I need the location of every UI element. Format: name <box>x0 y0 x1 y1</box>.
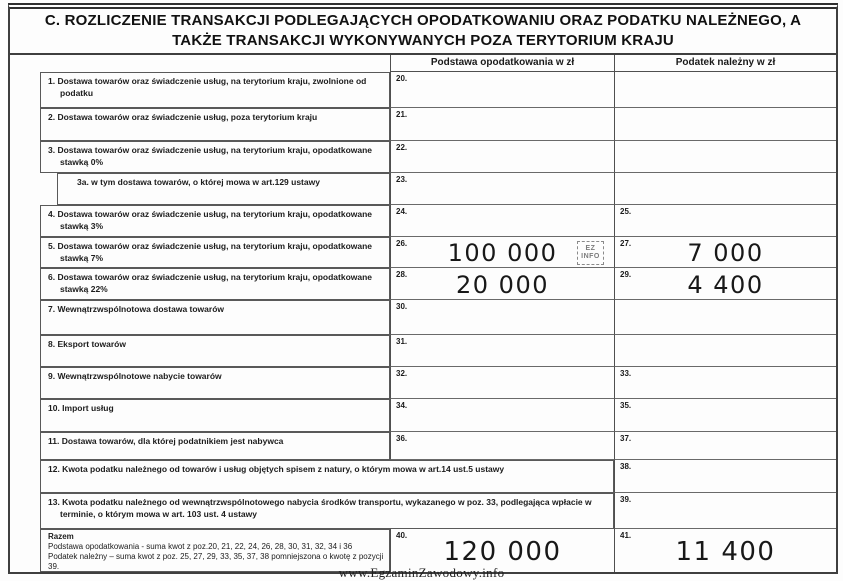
table-row <box>10 367 836 399</box>
form-rows <box>10 72 836 529</box>
form-frame <box>8 3 838 574</box>
row-label-text: 3a. w tym dostawa towarów, o której mowa w art.129 ustawy <box>77 177 320 187</box>
box-number: 31. <box>396 337 408 346</box>
row-label <box>40 237 390 268</box>
box-number: 37. <box>620 434 632 443</box>
tax-cell <box>614 300 836 335</box>
stamp-line: EZ <box>585 245 596 253</box>
base-cell <box>390 237 614 268</box>
box-number: 26. <box>396 239 408 248</box>
row-label <box>40 268 390 300</box>
table-row <box>10 108 836 141</box>
tax-cell <box>614 432 836 460</box>
stamp-line: INFO <box>581 253 600 260</box>
row-label-text: 12. Kwota podatku należnego od towarów i usług objętych spisem z natury, o którym mowa w art.14 ust.5 ustawy <box>48 464 505 474</box>
base-value: 100 000 <box>447 239 558 267</box>
table-row <box>10 237 836 268</box>
row-label <box>57 173 390 205</box>
tax-value: 7 000 <box>687 239 764 267</box>
column-header-row <box>10 55 836 72</box>
box-number: 23. <box>396 175 408 184</box>
table-row <box>10 335 836 367</box>
row-label-text: 3. Dostawa towarów oraz świadczenie usług, na terytorium kraju, opodatkowane stawką 0% <box>48 145 373 167</box>
base-cell <box>390 108 614 141</box>
row-left-gap <box>10 108 40 141</box>
column-header-spacer <box>10 55 390 72</box>
table-row <box>10 72 836 108</box>
row-left-gap <box>10 432 40 460</box>
tax-cell <box>614 367 836 399</box>
box-number: 30. <box>396 302 408 311</box>
row-label <box>40 335 390 367</box>
row-label-text: 7. Wewnątrzwspólnotowa dostawa towarów <box>48 304 225 314</box>
row-left-gap <box>10 173 57 205</box>
base-cell <box>390 300 614 335</box>
tax-cell <box>614 237 836 268</box>
watermark-url: www.EgzaminZawodowy.info <box>338 565 505 580</box>
row-label <box>40 460 614 493</box>
row-label-text: 8. Eksport towarów <box>48 339 126 349</box>
base-cell <box>390 432 614 460</box>
table-row <box>10 141 836 173</box>
total-base-note: Podstawa opodatkowania - suma kwot z poz.20, 21, 22, 24, 26, 28, 30, 31, 32, 34 i 36 <box>48 542 353 551</box>
row-label-text: 11. Dostawa towarów, dla której podatnikiem jest nabywca <box>48 436 284 446</box>
row-label-text: 2. Dostawa towarów oraz świadczenie usług, poza terytorium kraju <box>48 112 318 122</box>
box-number: 27. <box>620 239 632 248</box>
row-label-text: 4. Dostawa towarów oraz świadczenie usług, na terytorium kraju, opodatkowane stawką 3% <box>48 209 373 231</box>
base-cell <box>390 335 614 367</box>
tax-cell <box>614 268 836 300</box>
box-number: 34. <box>396 401 408 410</box>
row-label-text: 9. Wewnątrzwspólnotowe nabycie towarów <box>48 371 222 381</box>
row-left-gap <box>10 335 40 367</box>
table-row <box>10 300 836 335</box>
base-cell <box>390 173 614 205</box>
column-header-base: Podstawa opodatkowania w zł <box>390 55 614 72</box>
box-number: 28. <box>396 270 408 279</box>
table-row <box>10 432 836 460</box>
row-label <box>40 108 390 141</box>
row-left-gap <box>10 367 40 399</box>
row-label <box>40 399 390 432</box>
table-row <box>10 399 836 432</box>
tax-cell <box>614 493 836 529</box>
row-left-gap <box>10 268 40 300</box>
total-title: Razem <box>48 532 74 541</box>
tax-cell <box>614 460 836 493</box>
row-label-text: 13. Kwota podatku należnego od wewnątrzwspólnotowego nabycia środków transportu, wykazanego w poz. 33, podlegająca wpłacie w terminie, o którym mowa w art. 103 ust. 4 ustawy <box>48 497 592 519</box>
box-number: 39. <box>620 495 632 504</box>
tax-cell <box>614 399 836 432</box>
box-number: 29. <box>620 270 632 279</box>
table-row <box>10 268 836 300</box>
section-header <box>10 9 836 55</box>
tax-cell <box>614 205 836 237</box>
row-left-gap <box>10 141 40 173</box>
column-header-tax: Podatek należny w zł <box>614 55 836 72</box>
table-row <box>10 205 836 237</box>
row-label-text: 10. Import usług <box>48 403 114 413</box>
box-number: 40. <box>396 531 408 540</box>
base-cell <box>390 268 614 300</box>
row-left-gap <box>10 399 40 432</box>
row-label <box>40 493 614 529</box>
row-left-gap <box>10 237 40 268</box>
base-cell <box>390 399 614 432</box>
row-left-gap <box>10 300 40 335</box>
base-cell <box>390 205 614 237</box>
total-base-value: 120 000 <box>443 536 562 567</box>
box-number: 20. <box>396 74 408 83</box>
total-tax-note: Podatek należny – suma kwot z poz. 25, 27, 29, 33, 35, 37, 38 pomniejszona o kwotę z pozycji 39. <box>48 552 384 571</box>
row-label <box>40 367 390 399</box>
table-row <box>10 173 836 205</box>
tax-cell <box>614 141 836 173</box>
row-label <box>40 432 390 460</box>
row-label-text: 5. Dostawa towarów oraz świadczenie usług, na terytorium kraju, opodatkowane stawką 7% <box>48 241 373 263</box>
table-row <box>10 460 836 493</box>
tax-value: 4 400 <box>687 270 764 299</box>
box-number: 41. <box>620 531 632 540</box>
row-label-text: 1. Dostawa towarów oraz świadczenie usług, na terytorium kraju, zwolnione od podatku <box>48 76 367 98</box>
box-number: 25. <box>620 207 632 216</box>
row-label <box>40 205 390 237</box>
row-label <box>40 300 390 335</box>
table-row <box>10 493 836 529</box>
row-label <box>40 72 390 108</box>
box-number: 35. <box>620 401 632 410</box>
row-label-text: 6. Dostawa towarów oraz świadczenie usług, na terytorium kraju, opodatkowane stawką 22% <box>48 272 373 294</box>
box-number: 32. <box>396 369 408 378</box>
tax-cell <box>614 173 836 205</box>
ez-info-stamp <box>577 241 604 265</box>
row-label <box>40 141 390 173</box>
box-number: 24. <box>396 207 408 216</box>
tax-cell <box>614 72 836 108</box>
row-left-gap <box>10 205 40 237</box>
box-number: 33. <box>620 369 632 378</box>
base-cell <box>390 141 614 173</box>
base-cell <box>390 367 614 399</box>
base-cell <box>390 72 614 108</box>
tax-cell <box>614 108 836 141</box>
total-tax-value: 11 400 <box>675 536 776 567</box>
section-title: C. ROZLICZENIE TRANSAKCJI PODLEGAJĄCYCH OPODATKOWANIU ORAZ PODATKU NALEŻNEGO, A TAKŻE TRANSAKCJI WYKONYWANYCH POZA TERYTORIUM KRAJU <box>44 11 802 49</box>
box-number: 36. <box>396 434 408 443</box>
row-left-gap <box>10 72 40 108</box>
base-value: 20 000 <box>456 270 549 299</box>
box-number: 38. <box>620 462 632 471</box>
row-left-gap <box>10 460 40 493</box>
box-number: 21. <box>396 110 408 119</box>
tax-cell <box>614 335 836 367</box>
row-left-gap <box>10 493 40 529</box>
box-number: 22. <box>396 143 408 152</box>
